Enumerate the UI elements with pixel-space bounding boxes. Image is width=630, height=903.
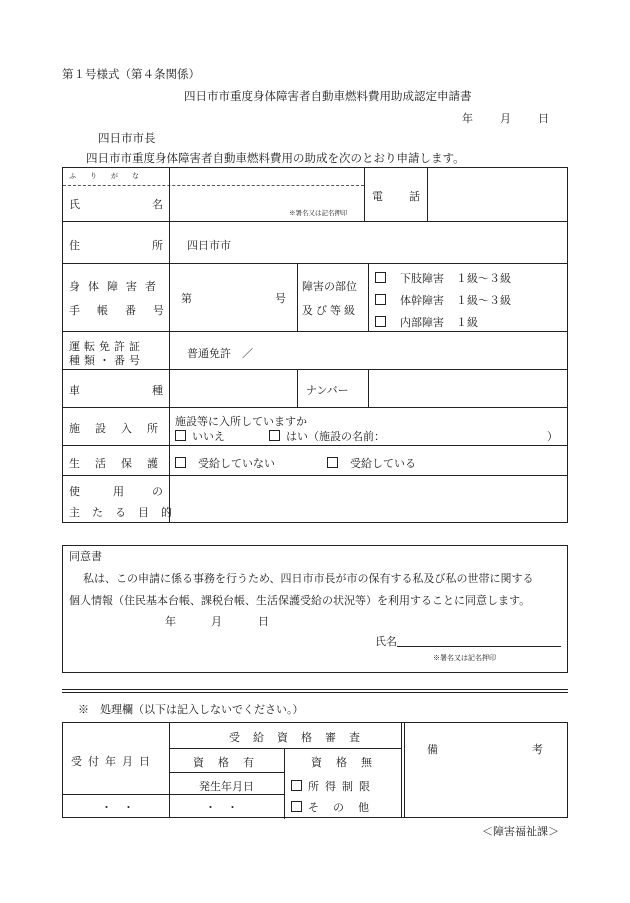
date-year: 年 (462, 112, 473, 125)
consent-name-line[interactable] (397, 646, 561, 647)
remarks-label: 備 考 (427, 743, 543, 756)
form-number: 第１号様式（第４条関係） (62, 67, 200, 81)
checkbox[interactable] (175, 430, 186, 441)
purpose-label-1: 使 用 の (69, 485, 163, 498)
name-label: 氏 名 (69, 198, 163, 211)
checkbox[interactable] (375, 272, 386, 283)
consent-text-1: 私は、この申請に係る事務を行うため、四日市市長が市の保有する私及び私の世帯に関する (83, 572, 534, 585)
checkbox[interactable] (291, 801, 302, 812)
intro-text: 四日市市重度身体障害者自動車燃料費用の助成を次のとおり申請します。 (86, 151, 465, 165)
consent-year: 年 (165, 615, 176, 628)
number-input[interactable] (369, 370, 568, 406)
phone-input[interactable] (428, 169, 568, 220)
welfare-yes-option[interactable]: 受給している (327, 455, 416, 471)
consent-title: 同意書 (69, 550, 102, 563)
disability-option-1[interactable]: 下肢障害 １級～３級 (375, 270, 511, 286)
welfare-label: 生活保護 (69, 457, 173, 470)
welfare-no-option[interactable]: 受給していない (175, 455, 275, 471)
date-day: 日 (538, 112, 549, 125)
furigana-label: ふりがな (69, 172, 153, 180)
checkbox[interactable] (375, 316, 386, 327)
application-form (62, 167, 568, 523)
facility-question: 施設等に入所していますか (175, 415, 307, 428)
occurrence-date-value: ・ ・ (205, 801, 238, 814)
checkbox[interactable] (375, 294, 386, 305)
occurrence-date-label: 発生年月日 (199, 780, 254, 793)
furigana-input[interactable] (170, 169, 363, 184)
name-signature-note: ※署名又は記名押印 (289, 209, 348, 217)
consent-box (62, 545, 568, 673)
processing-table (62, 722, 568, 818)
not-qualified-label: 資格無 (311, 756, 386, 769)
handbook-gou: 号 (275, 292, 286, 305)
address-input[interactable]: 四日市市 (187, 239, 231, 252)
disability-label-2: 及び等級 (302, 304, 358, 317)
received-date-label: 受付年月日 (71, 755, 156, 768)
separator-line (62, 689, 568, 693)
checkbox[interactable] (269, 430, 280, 441)
handbook-label-2: 手帳番号 (69, 304, 181, 317)
consent-day: 日 (258, 615, 269, 628)
consent-name-label: 氏名 (375, 635, 397, 648)
purpose-input[interactable] (170, 476, 568, 523)
vehicle-label: 車 種 (69, 384, 163, 397)
disability-option-2[interactable]: 体幹障害 １級～３級 (375, 292, 511, 308)
qualified-label: 資格有 (193, 756, 268, 769)
phone-label: 電 話 (372, 190, 420, 203)
disability-label-1: 障害の部位 (302, 280, 357, 293)
handbook-label-1: 身体障害者 (69, 280, 164, 293)
date-month: 月 (500, 112, 511, 125)
form-title: 四日市市重度身体障害者自動車燃料費用助成認定申請書 (184, 89, 472, 103)
disability-option-3[interactable]: 内部障害 １級 (375, 314, 478, 330)
department-label: ＜障害福祉課＞ (482, 825, 559, 838)
facility-no-option[interactable]: いいえ (175, 428, 225, 444)
addressee: 四日市市長 (98, 131, 156, 145)
received-date-value: ・ ・ (101, 801, 134, 814)
checkbox[interactable] (327, 457, 338, 468)
other-option[interactable]: その他 (291, 799, 383, 815)
consent-signature-note: ※署名又は記名押印 (433, 654, 496, 662)
income-limit-option[interactable]: 所得制限 (291, 778, 376, 794)
number-label: ナンバー (306, 384, 349, 397)
license-label-2: 種類・番号 (69, 354, 144, 367)
vehicle-input[interactable] (170, 370, 296, 406)
license-input[interactable]: 普通免許 ／ (187, 347, 253, 360)
checkbox[interactable] (175, 457, 186, 468)
processing-header: ※ 処理欄（以下は記入しないでください。） (78, 703, 304, 716)
consent-month: 月 (211, 615, 222, 628)
facility-label: 施設入所 (69, 422, 173, 435)
handbook-dai: 第 (181, 292, 192, 305)
checkbox[interactable] (291, 780, 302, 791)
address-label: 住 所 (69, 239, 163, 252)
facility-yes-option[interactable]: はい（施設の名前： (269, 428, 385, 444)
license-label-1: 運転免許証 (69, 340, 144, 353)
consent-text-2: 個人情報（住民基本台帳、課税台帳、生活保護受給の状況等）を利用することに同意します。 (69, 594, 531, 607)
facility-close: ） (547, 430, 558, 443)
review-header: 受給資格審査 (229, 731, 373, 744)
purpose-label-2: 主たる目的 (69, 506, 184, 519)
